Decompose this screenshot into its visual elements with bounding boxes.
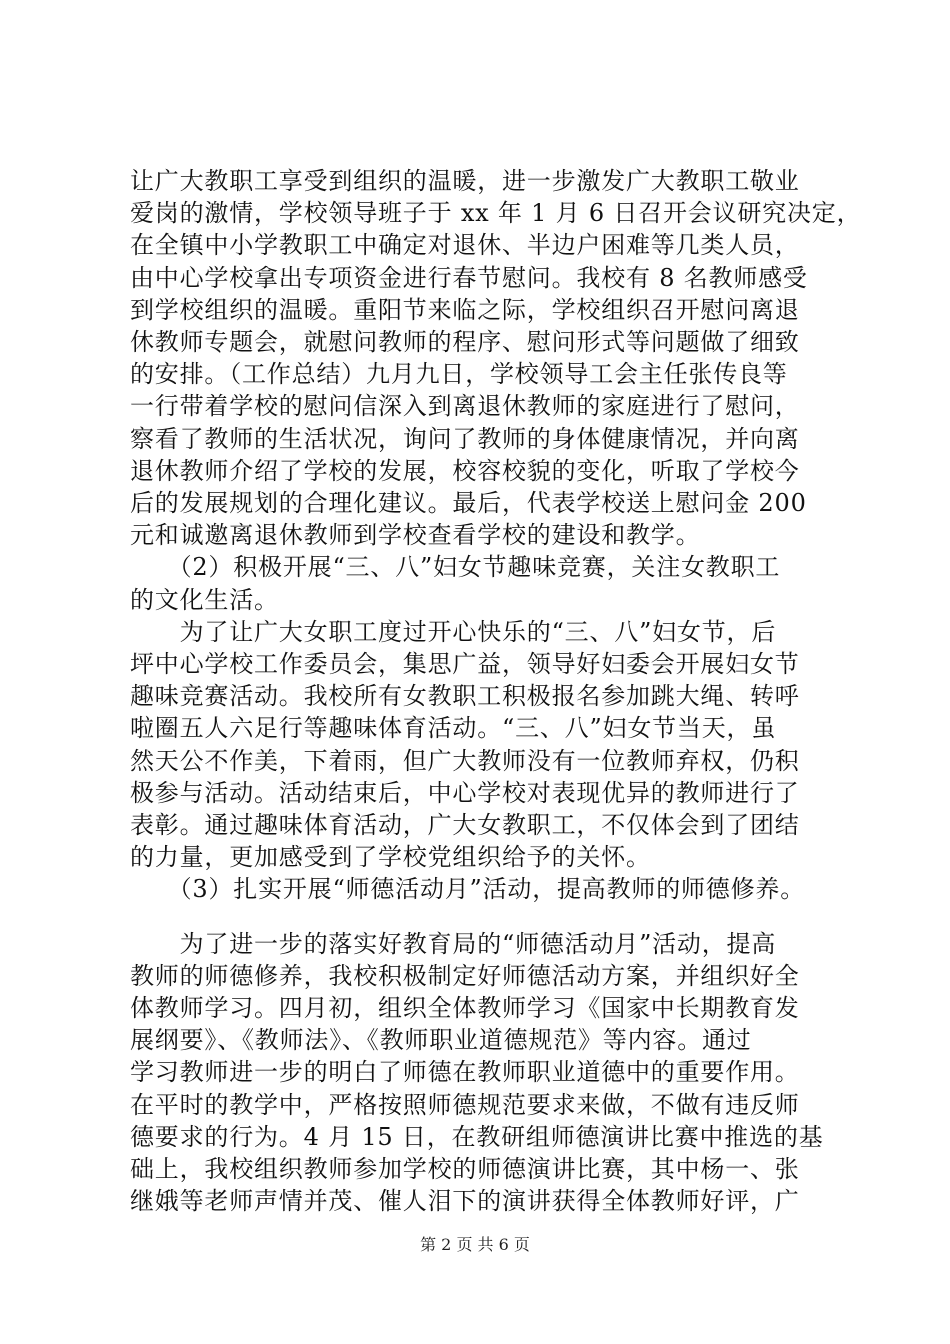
text-line: 休教师专题会，就慰问教师的程序、慰问形式等问题做了细致 xyxy=(130,328,800,356)
text-line: 为了让广大女职工度过开心快乐的“三、八”妇女节，后 xyxy=(130,618,777,646)
text-line: 的力量，更加感受到了学校党组织给予的关怀。 xyxy=(130,843,651,871)
text-line: 后的发展规划的合理化建议。最后，代表学校送上慰问金 200 xyxy=(130,489,807,517)
text-line: 表彰。通过趣味体育活动，广大女教职工，不仅体会到了团结 xyxy=(130,811,800,839)
text-line: 极参与活动。活动结束后，中心学校对表现优异的教师进行了 xyxy=(130,779,800,807)
text-line: 教师的师德修养，我校积极制定好师德活动方案，并组织好全 xyxy=(130,962,800,990)
text-line: 继娥等老师声情并茂、催人泪下的演讲获得全体教师好评，广 xyxy=(130,1187,800,1215)
page-footer: 第 2 页 共 6 页 xyxy=(420,1235,530,1254)
text-line: 在平时的教学中，严格按照师德规范要求来做，不做有违反师 xyxy=(130,1091,800,1119)
text-line: 的安排。（工作总结）九月九日，学校领导工会主任张传良等 xyxy=(130,360,788,388)
text-line: 察看了教师的生活状况，询问了教师的身体健康情况，并向离 xyxy=(130,425,800,453)
text-line: 退休教师介绍了学校的发展，校容校貌的变化，听取了学校今 xyxy=(130,457,800,485)
text-line: 啦圈五人六足行等趣味体育活动。“三、八”妇女节当天，虽 xyxy=(130,714,777,742)
text-line: 到学校组织的温暖。重阳节来临之际，学校组织召开慰问离退 xyxy=(130,296,800,324)
text-line: 为了进一步的落实好教育局的“师德活动月”活动，提高 xyxy=(130,930,777,958)
section-heading: （3）扎实开展“师德活动月”活动，提高教师的师德修养。 xyxy=(130,875,806,903)
text-line: 体教师学习。四月初，组织全体教师学习《国家中长期教育发 xyxy=(130,994,800,1022)
text-line: 让广大教职工享受到组织的温暖，进一步激发广大教职工敬业 xyxy=(130,167,800,195)
text-line: 学习教师进一步的明白了师德在教师职业道德中的重要作用。 xyxy=(130,1058,800,1086)
text-line: 趣味竞赛活动。我校所有女教职工积极报名参加跳大绳、转呼 xyxy=(130,682,800,710)
text-line: 由中心学校拿出专项资金进行春节慰问。我校有 8 名教师感受 xyxy=(130,264,808,292)
text-line: 在全镇中小学教职工中确定对退休、半边户困难等几类人员， xyxy=(130,231,800,259)
section-heading: 的文化生活。 xyxy=(130,586,279,614)
text-line: 然天公不作美，下着雨，但广大教师没有一位教师弃权，仍积 xyxy=(130,747,800,775)
text-line: 展纲要》、《教师法》、《教师职业道德规范》等内容。通过 xyxy=(130,1026,752,1054)
text-line: 一行带着学校的慰问信深入到离退休教师的家庭进行了慰问， xyxy=(130,392,800,420)
text-line: 坪中心学校工作委员会，集思广益，领导好妇委会开展妇女节 xyxy=(130,650,800,678)
section-heading: （2）积极开展“三、八”妇女节趣味竞赛，关注女教职工 xyxy=(130,553,781,581)
text-line: 础上，我校组织教师参加学校的师德演讲比赛，其中杨一、张 xyxy=(130,1155,800,1183)
text-line: 元和诚邀离退休教师到学校查看学校的建设和教学。 xyxy=(130,521,701,549)
text-line: 德要求的行为。4 月 15 日，在教研组师德演讲比赛中推选的基 xyxy=(130,1123,824,1151)
text-line: 爱岗的激情，学校领导班子于 xx 年 1 月 6 日召开会议研究决定， xyxy=(130,199,862,227)
